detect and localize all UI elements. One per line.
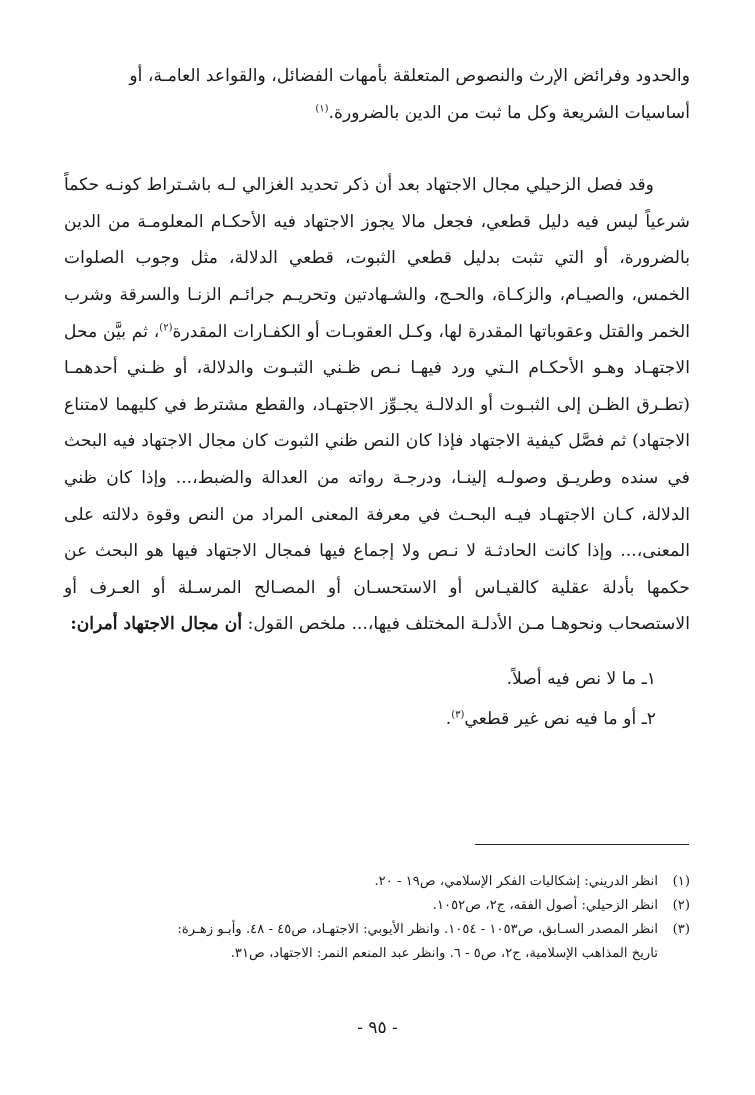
footnote-2-text: انظر الزحيلي: أصول الفقه، ج٢، ص١٠٥٢. [432, 898, 658, 913]
footnote-ref-2[interactable]: (٢) [159, 321, 173, 333]
footnote-3-continuation: تاريخ المذاهب الإسلامية، ج٢، ص٥ - ٦. وانظر عبد المنعم النمر: الاجتهاد، ص٣١. [230, 946, 658, 961]
footnote-divider [475, 844, 689, 845]
list-item [64, 659, 656, 699]
list-item-1-text: ١ـ ما لا نص فيه أصلاً. [506, 668, 656, 689]
paragraph-1-line-1: والحدود وفرائض الإرث والنصوص المتعلقة بأمهات الفضائل، والقواعد العامـة، أو [129, 66, 690, 86]
paragraph-2 [64, 167, 690, 643]
footnote-ref-3[interactable]: (٣) [451, 709, 465, 721]
footnote-3-text: انظر المصدر السـابق، ص١٠٥٣ - ١٠٥٤. وانظر الأيوبي: الاجتهـاد، ص٤٥ - ٤٨. وأبـو زهـرة: [177, 922, 658, 937]
footnote-2 [64, 894, 690, 918]
list-item-2-text: ٢ـ أو ما فيه نص غير قطعي [464, 708, 656, 729]
paragraph-2-text-b: ، ثم بيَّن محل الاجتهـاد وهـو الأحكـام الـتي ورد فيهـا نـص ظـني الثبـوت والدلالة، أو ظـني أحدهمـا (تطـرق الظـن إلى الثبـوت أو الدلالـة يجـوِّز الاجتهـاد، والقطع مشترط في كليهما لامتناع الاجتهاد) ثم فصَّل كيفية الاجتهاد فإذا كان النص ظني الثبوت كان مجال الاجتهاد فيه البحث في سنده وطريـق وصولـه إلينـا، ودرجـة رواته من العدالة والضبط،... وإذا كان ظني الدلالة، كـان الاجتهـاد فيـه البحـث في معرفة المعنى المراد من النص وقوة دلالته على المعنى،... وإذا كانت الحادثـة لا نـص ولا إجماع فيها فمجال الاجتهاد فيها هو البحث عن حكمها بأدلة عقلية كالقيـاس أو الاستحسـان أو المصـالح المرسـلة أو العـرف أو الاستصحاب ونحوهـا مـن الأدلـة المختلف فيها،... ملخص القول: [64, 321, 690, 635]
footnote-2-number: (٢) [672, 898, 690, 913]
paragraph-2-bold-phrase: أن مجال الاجتهاد أمران: [70, 614, 243, 635]
page-number: - ٩٥ - [357, 1018, 398, 1038]
footnote-1 [64, 870, 690, 894]
footnote-1-text: انظر الدريني: إشكاليات الفكر الإسلامي، ص١٩ - ٢٠. [374, 874, 658, 889]
footnote-1-number: (١) [672, 874, 690, 889]
footnote-3 [64, 918, 690, 966]
footnote-ref-1[interactable]: (١) [315, 102, 329, 114]
page-body [64, 58, 690, 739]
footnote-3-number: (٣) [672, 922, 690, 937]
paragraph-1 [64, 58, 690, 131]
conclusion-list [64, 659, 690, 739]
footnotes [64, 870, 690, 966]
list-item-2-end: . [445, 708, 452, 729]
list-item [64, 699, 656, 739]
paragraph-1-line-2: أساسيات الشريعة وكل ما ثبت من الدين بالضرورة. [328, 102, 690, 123]
paragraph-2-text-a: وقد فصل الزحيلي مجال الاجتهاد بعد أن ذكر تحديد الغزالي لـه باشـتراط كونـه حكماً شرعياً ليس فيه دليل قطعي، فجعل مالا يجوز الاجتهاد فيه الأحكـام المعلومـة من الدين بالضرورة، أو التي تثبت بدليل قطعي الثبوت، قطعي الدلالة، مثل وجوب الصلوات الخمس، والصيـام، والزكـاة، والحـج، والشـهادتين وتحريـم جرائـم الزنـا والسرقة وشرب الخمر والقتل وعقوباتها المقدرة لها، وكـل العقوبـات أو الكفـارات المقدرة [64, 175, 691, 342]
